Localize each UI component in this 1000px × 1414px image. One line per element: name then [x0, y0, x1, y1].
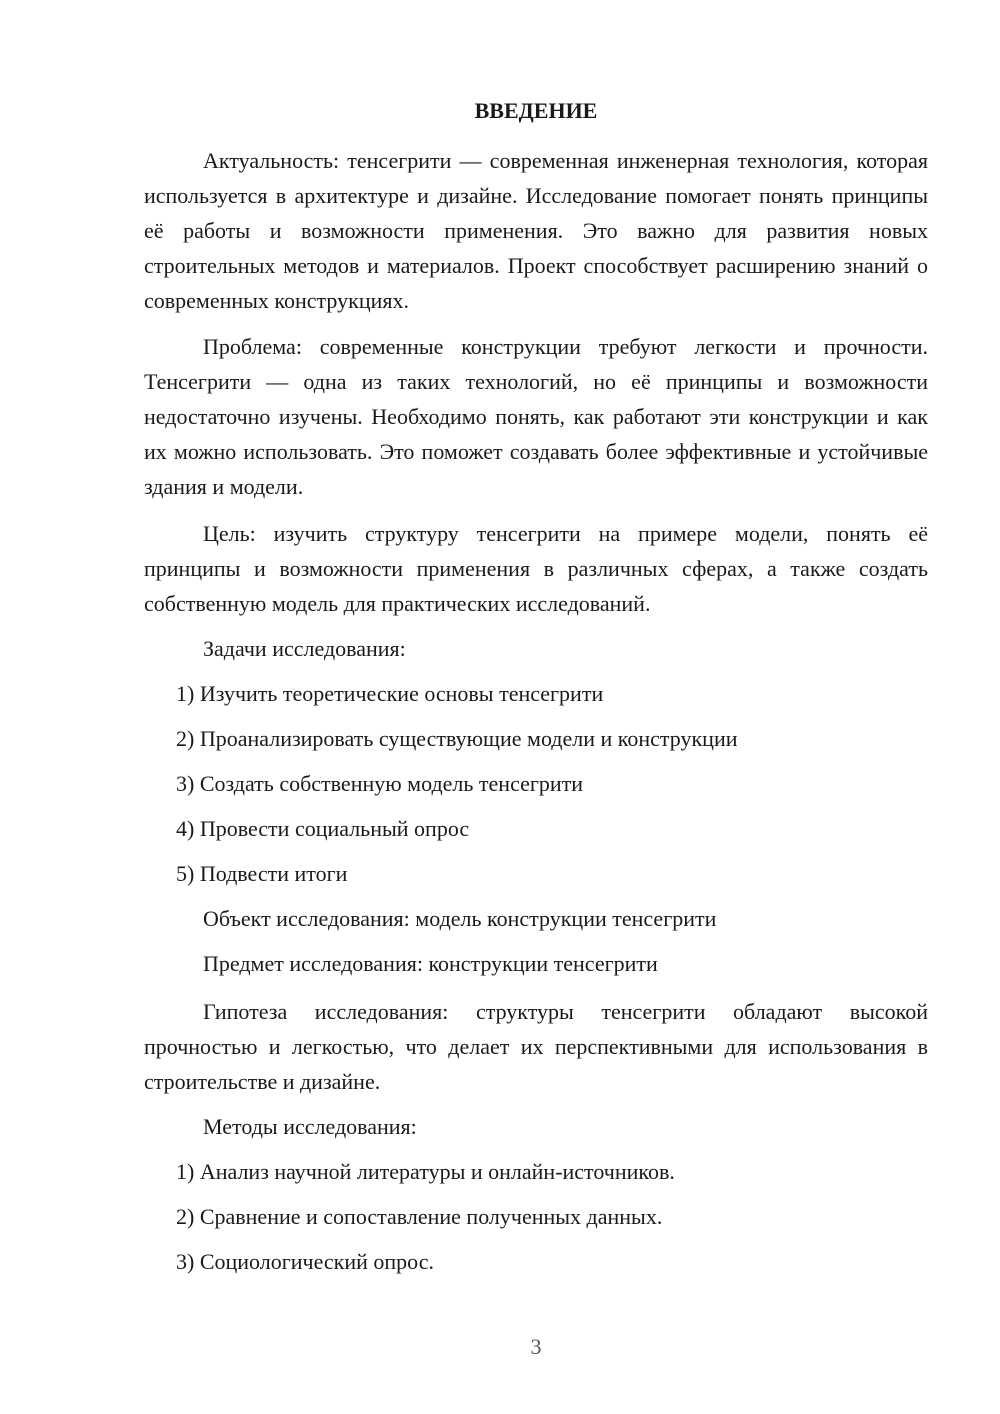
task-item-2: 2) Проанализировать существующие модели и конструкции: [176, 726, 738, 751]
page-title: ВВЕДЕНИЕ: [474, 98, 598, 123]
page-number: 3: [530, 1334, 542, 1359]
method-item-3: 3) Социологический опрос.: [176, 1249, 434, 1274]
goal-paragraph: Цель: изучить структуру тенсегрити на примере модели, понять её принципы и возможности применения в различных сферах, а также создать собственную модель для практических исследований.: [144, 521, 928, 616]
tasks-heading: Задачи исследования:: [203, 636, 406, 661]
research-subject: Предмет исследования: конструкции тенсегрити: [203, 951, 658, 976]
task-item-4: 4) Провести социальный опрос: [176, 816, 470, 841]
task-item-5: 5) Подвести итоги: [176, 861, 348, 886]
hypothesis-paragraph: Гипотеза исследования: структуры тенсегрити обладают высокой прочностью и легкостью, что делает их перспективными для использования в строительстве и дизайне.: [144, 999, 928, 1094]
research-object: Объект исследования: модель конструкции тенсегрити: [203, 906, 717, 931]
task-item-3: 3) Создать собственную модель тенсегрити: [176, 771, 584, 796]
task-item-1: 1) Изучить теоретические основы тенсегрити: [176, 681, 604, 706]
relevance-paragraph: Актуальность: тенсегрити — современная инженерная технология, которая используется в архитектуре и дизайне. Исследование помогает понять принципы её работы и возможности применения. Это важно для развития новых строительных методов и материалов. Проект способствует расширению знаний о современных конструкциях.: [144, 148, 928, 313]
method-item-1: 1) Анализ научной литературы и онлайн-источников.: [176, 1159, 675, 1184]
methods-heading: Методы исследования:: [203, 1114, 417, 1139]
problem-paragraph: Проблема: современные конструкции требуют легкости и прочности. Тенсегрити — одна из таких технологий, но её принципы и возможности недостаточно изучены. Необходимо понять, как работают эти конструкции и как их можно использовать. Это поможет создавать более эффективные и устойчивые здания и модели.: [144, 334, 928, 499]
method-item-2: 2) Сравнение и сопоставление полученных данных.: [176, 1204, 663, 1229]
